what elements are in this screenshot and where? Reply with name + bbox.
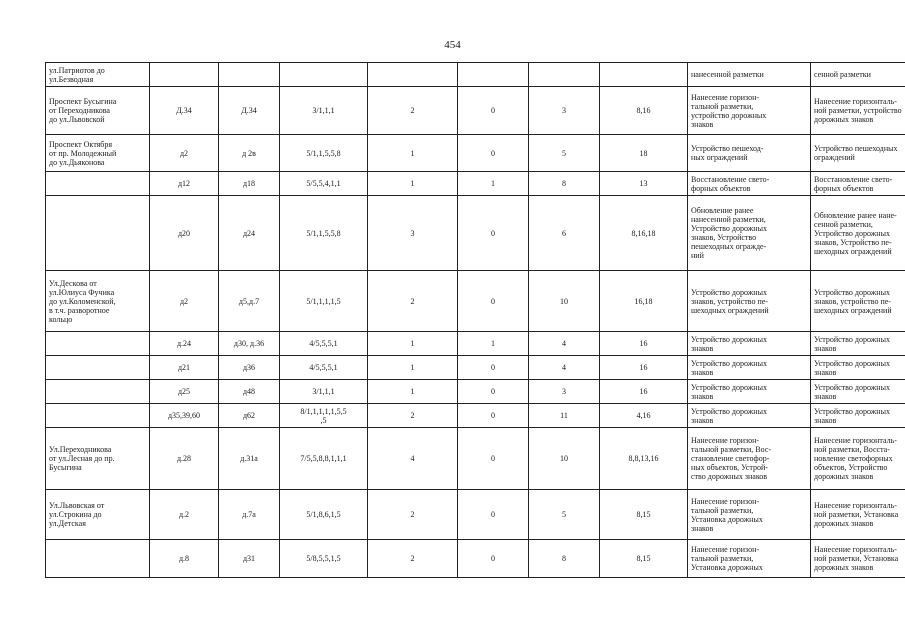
cell-work-done-text: Нанесение горизонталь- ной разметки, Установка дорожных знаков [814, 501, 899, 528]
cell-element-codes-text: 5/1,8,6,1,5 [306, 510, 341, 519]
table-row [46, 63, 905, 87]
cell-house-from [150, 428, 219, 490]
cell-street [46, 380, 150, 404]
cell-house-to [219, 135, 280, 172]
cell-element-codes [280, 356, 368, 380]
cell-codes [600, 87, 688, 135]
cell-count-c [529, 540, 600, 578]
cell-street [46, 135, 150, 172]
cell-count-a-text: 1 [410, 387, 415, 396]
cell-codes [600, 404, 688, 428]
cell-house-to [219, 172, 280, 196]
cell-count-c [529, 332, 600, 356]
cell-work-done-text: Устройство дорожных знаков [814, 334, 890, 353]
cell-codes-text: 16 [639, 387, 648, 396]
cell-element-codes-text: 5/8,5,5,1,5 [306, 554, 341, 563]
cell-count-a-text: 2 [410, 296, 415, 306]
cell-work-done [811, 404, 905, 428]
cell-count-b [458, 196, 529, 271]
cell-house-from-text: д35,39,60 [167, 411, 201, 420]
cell-count-c [529, 63, 600, 87]
cell-house-from-text: д.8 [178, 554, 190, 563]
cell-house-from [150, 135, 219, 172]
cell-house-to [219, 428, 280, 490]
cell-count-b-text: 0 [491, 554, 495, 563]
cell-element-codes [280, 63, 368, 87]
cell-count-c [529, 428, 600, 490]
cell-work-done [811, 380, 905, 404]
cell-count-a [368, 428, 458, 490]
cell-count-b [458, 356, 529, 380]
cell-house-to-text: д62 [242, 411, 256, 420]
cell-element-codes-text: 5/5,5,4,1,1 [306, 179, 341, 188]
cell-count-b [458, 490, 529, 540]
cell-codes-text: 4,16 [636, 411, 651, 420]
cell-work-plan [688, 404, 811, 428]
cell-count-a [368, 332, 458, 356]
cell-element-codes [280, 490, 368, 540]
cell-work-plan-text: Обновление ранее нанесенной разметки, Устройство дорожных знаков, Устройство пешеходных огражде- ний [691, 206, 767, 260]
cell-work-plan-text: Нанесение горизон- тальной разметки, устройство дорожных знаков [691, 92, 767, 129]
table-row [46, 172, 905, 196]
cell-count-a-text: 2 [410, 510, 415, 519]
table-row [46, 135, 905, 172]
cell-count-a [368, 490, 458, 540]
cell-codes [600, 135, 688, 172]
cell-codes [600, 332, 688, 356]
table-row [46, 332, 905, 356]
cell-count-c-text: 8 [562, 179, 566, 188]
cell-count-a-text: 2 [410, 554, 415, 563]
cell-house-to-text: д30, д.36 [233, 339, 265, 348]
cell-work-done-text: Нанесение горизонталь- ной разметки, Восста- новление светофорных объектов, Устройство дорожных знаков [814, 436, 897, 481]
cell-house-from [150, 332, 219, 356]
cell-house-from [150, 196, 219, 271]
cell-street [46, 172, 150, 196]
cell-codes-text: 8,15 [636, 510, 651, 519]
cell-work-done [811, 490, 905, 540]
cell-work-done [811, 135, 905, 172]
cell-count-c-text: 3 [562, 106, 566, 115]
cell-count-c-text: 10 [560, 296, 568, 306]
cell-count-c [529, 356, 600, 380]
cell-count-c-text: 4 [562, 363, 566, 372]
table-row [46, 271, 905, 332]
cell-work-done [811, 172, 905, 196]
cell-count-b-text: 0 [491, 296, 495, 306]
cell-house-from-text: д.2 [178, 510, 190, 519]
cell-element-codes-text: 4/5,5,5,1 [309, 363, 338, 372]
cell-house-from-text: д.28 [176, 454, 192, 463]
cell-codes [600, 196, 688, 271]
cell-house-to-text: д.7а [242, 510, 256, 519]
cell-count-b [458, 332, 529, 356]
table-row [46, 404, 905, 428]
cell-count-c-text: 8 [562, 554, 566, 563]
cell-work-done [811, 63, 905, 87]
cell-street [46, 332, 150, 356]
cell-count-b [458, 404, 529, 428]
cell-count-b-text: 0 [491, 510, 495, 519]
cell-house-from [150, 271, 219, 332]
cell-count-b-text: 0 [491, 363, 495, 372]
cell-house-to-text: д.31а [240, 454, 258, 463]
cell-house-from-text: д20 [177, 228, 191, 238]
cell-work-plan [688, 540, 811, 578]
cell-count-c-text: 10 [560, 454, 568, 463]
cell-element-codes-text: 5/1,1,5,5,8 [306, 228, 341, 238]
cell-element-codes-text: 3/1,1,1 [312, 387, 335, 396]
cell-count-b [458, 540, 529, 578]
cell-house-from-text: д2 [179, 148, 189, 158]
cell-count-c [529, 380, 600, 404]
cell-work-done [811, 540, 905, 578]
cell-house-from [150, 540, 219, 578]
cell-element-codes [280, 271, 368, 332]
cell-street [46, 540, 150, 578]
road-works-table [45, 62, 905, 578]
cell-codes-text: 18 [639, 148, 648, 158]
cell-count-c-text: 11 [560, 411, 568, 420]
cell-codes-text: 8,16 [636, 106, 651, 115]
cell-count-c [529, 271, 600, 332]
cell-element-codes [280, 172, 368, 196]
cell-codes [600, 271, 688, 332]
cell-count-a [368, 404, 458, 428]
cell-codes [600, 63, 688, 87]
cell-count-c [529, 490, 600, 540]
cell-element-codes-text: 5/1,1,1,1,5 [306, 296, 341, 306]
cell-codes-text: 8,15 [636, 554, 651, 563]
cell-work-plan [688, 135, 811, 172]
cell-work-done [811, 271, 905, 332]
cell-house-from-text: Д.34 [176, 106, 192, 115]
cell-work-done [811, 196, 905, 271]
cell-house-to-text: Д.34 [241, 106, 257, 115]
cell-work-done-text: Устройство пешеходных ограждений [814, 144, 898, 162]
cell-codes-text: 13 [639, 179, 648, 188]
cell-count-b-text: 0 [491, 106, 495, 115]
cell-work-plan [688, 490, 811, 540]
cell-house-from [150, 490, 219, 540]
cell-work-plan-text: Устройство пешеход- ных ограждений [691, 144, 764, 162]
cell-work-done-text: Восстановление свето- форных объектов [814, 174, 893, 193]
cell-house-to-text: д24 [242, 228, 256, 238]
cell-count-b-text: 1 [491, 179, 495, 188]
cell-codes [600, 490, 688, 540]
table-row [46, 540, 905, 578]
cell-street-text: Ул.Львовская от ул.Строкина до ул.Детская [49, 501, 105, 528]
cell-count-c-text: 6 [562, 228, 566, 238]
table-row [46, 380, 905, 404]
table-row [46, 428, 905, 490]
cell-street [46, 490, 150, 540]
cell-count-c [529, 87, 600, 135]
cell-house-to-text: д31 [242, 554, 256, 563]
cell-codes [600, 428, 688, 490]
cell-count-a [368, 540, 458, 578]
cell-element-codes-text: 5/1,1,5,5,8 [306, 148, 341, 158]
cell-element-codes [280, 540, 368, 578]
cell-work-done [811, 87, 905, 135]
cell-work-plan [688, 271, 811, 332]
cell-work-plan [688, 63, 811, 87]
cell-street [46, 356, 150, 380]
cell-codes [600, 540, 688, 578]
cell-count-c-text: 4 [562, 339, 566, 348]
cell-work-done-text: Нанесение горизонталь- ной разметки, устройство дорожных знаков [814, 97, 902, 124]
cell-work-done-text: Устройство дорожных знаков [814, 406, 890, 425]
cell-work-plan [688, 332, 811, 356]
cell-house-to-text: д5,д.7 [238, 296, 260, 306]
cell-codes-text: 8,8,13,16 [628, 454, 659, 463]
cell-count-a-text: 4 [410, 454, 415, 463]
cell-count-a-text: 2 [410, 411, 415, 420]
cell-house-to [219, 196, 280, 271]
cell-work-done-text: Нанесение горизонталь- ной разметки, Установка дорожных знаков [814, 545, 899, 572]
cell-element-codes [280, 135, 368, 172]
cell-work-done-text: Устройство дорожных знаков [814, 358, 890, 377]
cell-element-codes-text: 4/5,5,5,1 [309, 339, 338, 348]
cell-count-a-text: 2 [410, 106, 415, 115]
cell-house-to [219, 380, 280, 404]
cell-count-b [458, 63, 529, 87]
cell-street-text: Ул.Дескова от ул.Юлиуса Фучика до ул.Коломенской, в т.ч. разворотное кольцо [49, 278, 116, 324]
cell-count-a [368, 271, 458, 332]
cell-count-a-text: 3 [410, 228, 415, 238]
cell-count-a [368, 63, 458, 87]
cell-count-a [368, 135, 458, 172]
cell-work-plan-text: нанесенной разметки [691, 70, 764, 79]
cell-element-codes [280, 87, 368, 135]
cell-street [46, 271, 150, 332]
cell-house-to [219, 490, 280, 540]
cell-count-b [458, 87, 529, 135]
cell-count-a-text: 1 [410, 148, 415, 158]
cell-count-b-text: 0 [491, 411, 495, 420]
cell-house-to [219, 540, 280, 578]
cell-house-to [219, 356, 280, 380]
cell-street [46, 404, 150, 428]
cell-codes-text: 16 [639, 363, 648, 372]
cell-work-plan-text: Устройство дорожных знаков [691, 406, 767, 425]
cell-street-text: Ул.Переходникова от ул.Лесная до пр. Бусыгина [49, 445, 115, 472]
cell-count-b [458, 380, 529, 404]
cell-house-to [219, 332, 280, 356]
cell-codes [600, 356, 688, 380]
cell-street-text: ул.Патриотов до ул.Безводная [49, 65, 105, 84]
cell-element-codes [280, 428, 368, 490]
cell-codes-text: 8,16,18 [631, 228, 656, 238]
cell-house-to [219, 87, 280, 135]
cell-work-plan-text: Нанесение горизон- тальной разметки, Установка дорожных [691, 545, 763, 572]
table-row [46, 490, 905, 540]
cell-work-plan-text: Восстановление свето- форных объектов [691, 174, 770, 193]
cell-house-from [150, 380, 219, 404]
cell-count-c-text: 5 [562, 148, 566, 158]
cell-work-done-text: Устройство дорожных знаков [814, 382, 890, 401]
cell-house-from [150, 87, 219, 135]
cell-work-plan [688, 196, 811, 271]
cell-work-plan [688, 380, 811, 404]
cell-work-done-text: сенной разметки [814, 70, 871, 79]
cell-work-plan-text: Устройство дорожных знаков, устройство пе- шеходных ограждений [691, 287, 769, 315]
cell-element-codes-text: 7/5,5,8,8,1,1,1 [300, 454, 347, 463]
cell-count-b-text: 0 [491, 148, 495, 158]
cell-work-done-text: Устройство дорожных знаков, устройство пе- шеходных ограждений [814, 287, 892, 315]
cell-count-c-text: 5 [562, 510, 566, 519]
cell-count-b-text: 0 [491, 228, 495, 238]
cell-house-from-text: д2 [179, 296, 189, 306]
cell-work-plan [688, 172, 811, 196]
cell-count-a-text: 1 [410, 339, 415, 348]
cell-count-a [368, 172, 458, 196]
cell-work-plan-text: Устройство дорожных знаков [691, 358, 767, 377]
cell-house-from-text: д.24 [176, 339, 192, 348]
cell-house-to-text: д 2в [242, 148, 256, 158]
cell-codes [600, 380, 688, 404]
cell-element-codes [280, 404, 368, 428]
cell-street [46, 87, 150, 135]
cell-work-done [811, 428, 905, 490]
page-number: 454 [444, 39, 461, 51]
cell-street [46, 63, 150, 87]
cell-element-codes [280, 332, 368, 356]
cell-count-b [458, 135, 529, 172]
cell-house-from [150, 172, 219, 196]
cell-count-a [368, 356, 458, 380]
cell-house-from [150, 63, 219, 87]
cell-house-from-text: д25 [177, 387, 191, 396]
cell-count-a-text: 1 [410, 179, 415, 188]
cell-count-c [529, 196, 600, 271]
cell-work-plan-text: Устройство дорожных знаков [691, 334, 767, 353]
cell-work-done-text: Обновление ранее нане- сенной разметки, Устройство дорожных знаков, Устройство пе- шеходных ограждений [814, 210, 897, 256]
cell-street [46, 428, 150, 490]
cell-house-from-text: д12 [177, 179, 191, 188]
cell-work-plan [688, 428, 811, 490]
table-row [46, 87, 905, 135]
cell-street-text: Проспект Бусыгина от Переходникова до ул.Львовской [49, 97, 117, 124]
cell-house-to [219, 404, 280, 428]
cell-house-from-text: д21 [177, 363, 191, 372]
cell-house-to-text: д36 [242, 363, 256, 372]
cell-house-from [150, 404, 219, 428]
cell-codes-text: 16,18 [634, 296, 653, 306]
cell-codes-text: 16 [639, 339, 648, 348]
cell-count-b [458, 271, 529, 332]
cell-work-done [811, 356, 905, 380]
cell-work-plan-text: Нанесение горизон- тальной разметки, Вос- становление светофор- ных объектов, Устрой- ство дорожных знаков [691, 436, 772, 481]
cell-work-done [811, 332, 905, 356]
table-body [46, 63, 905, 578]
cell-count-a [368, 196, 458, 271]
cell-count-a-text: 1 [410, 363, 415, 372]
cell-count-b-text: 1 [491, 339, 495, 348]
cell-work-plan-text: Нанесение горизон- тальной разметки, Установка дорожных знаков [691, 496, 763, 533]
cell-work-plan [688, 356, 811, 380]
cell-work-plan [688, 87, 811, 135]
cell-count-b-text: 0 [491, 454, 495, 463]
cell-count-b [458, 172, 529, 196]
cell-element-codes [280, 196, 368, 271]
cell-house-from [150, 356, 219, 380]
cell-house-to [219, 271, 280, 332]
cell-count-a [368, 380, 458, 404]
cell-street [46, 196, 150, 271]
cell-count-c [529, 172, 600, 196]
cell-count-a [368, 87, 458, 135]
cell-house-to [219, 63, 280, 87]
table-row [46, 356, 905, 380]
cell-element-codes-text: 3/1,1,1 [312, 106, 335, 115]
cell-house-to-text: д18 [242, 179, 256, 188]
cell-work-plan-text: Устройство дорожных знаков [691, 382, 767, 401]
cell-street-text: Проспект Октября от пр. Молодежный до ул.Дьяконова [49, 139, 117, 167]
table-row [46, 196, 905, 271]
cell-codes [600, 172, 688, 196]
cell-count-c-text: 3 [562, 387, 566, 396]
cell-element-codes [280, 380, 368, 404]
cell-count-b-text: 0 [491, 387, 495, 396]
cell-count-c [529, 135, 600, 172]
cell-house-to-text: д48 [242, 387, 256, 396]
cell-count-c [529, 404, 600, 428]
cell-count-b [458, 428, 529, 490]
cell-element-codes-text: 8/1,1,1,1,1,5,5 ,5 [300, 406, 347, 425]
